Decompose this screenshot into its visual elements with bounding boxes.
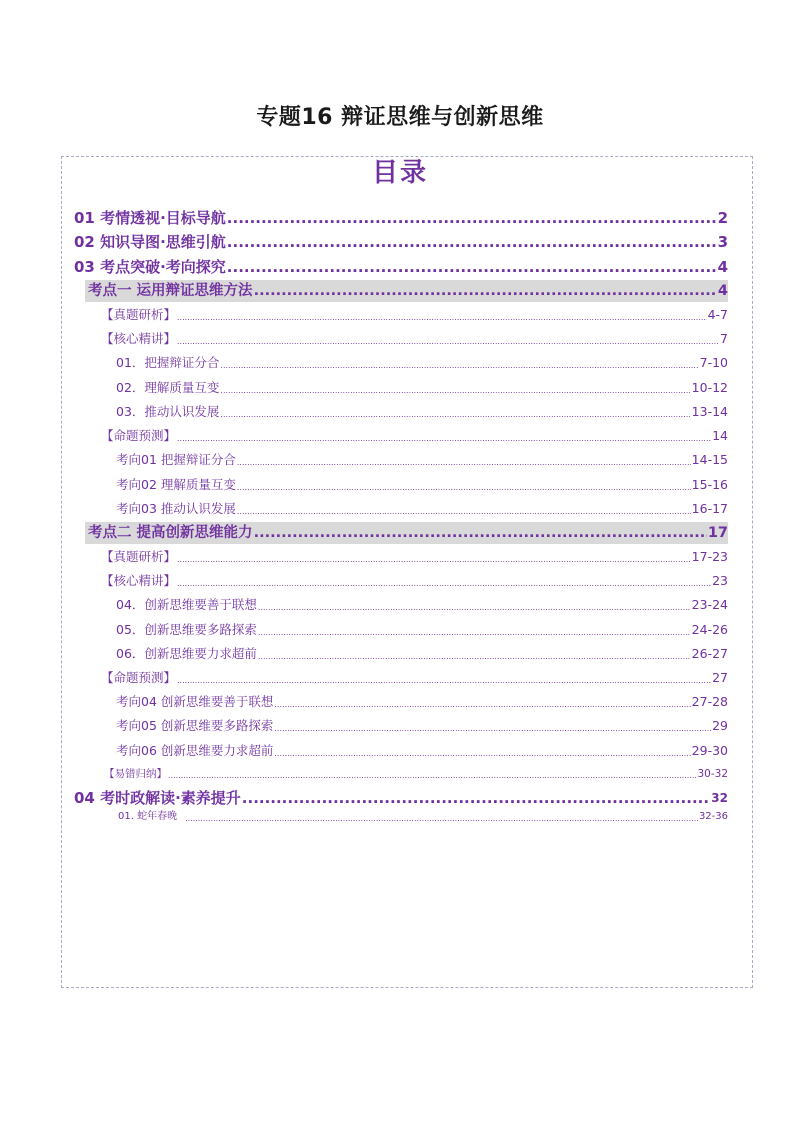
toc-entry[interactable] — [74, 207, 728, 229]
toc-entry[interactable] — [101, 305, 728, 325]
toc-entry-label: 【命题预测】 — [101, 670, 177, 685]
toc-entry[interactable] — [74, 256, 728, 278]
toc-entry-page: 3 — [717, 233, 728, 251]
toc-entry-label: 01．把握辩证分合 — [116, 355, 220, 370]
toc-entry-label: 考向04 创新思维要善于联想 — [116, 694, 274, 709]
toc-entry-page: 7 — [720, 331, 728, 346]
toc-entry[interactable] — [116, 741, 728, 761]
toc-entry-page: 15-16 — [691, 477, 728, 492]
toc-entry-label: 04 考时政解读·素养提升 — [74, 789, 241, 807]
toc-entry-page: 29-30 — [691, 743, 728, 758]
dot-leader — [254, 280, 717, 302]
toc-entry-label: 【核心精讲】 — [101, 573, 177, 588]
dot-leader — [177, 553, 691, 567]
dot-leader — [177, 674, 711, 688]
toc-entry-page: 23-24 — [691, 597, 728, 612]
toc-entry-label: 02 知识导图·思维引航 — [74, 233, 226, 251]
dot-leader — [177, 335, 719, 349]
toc-entry[interactable] — [101, 571, 728, 591]
toc-entry-label: 【易错归纳】 — [104, 768, 167, 780]
dot-leader — [185, 812, 698, 826]
toc-entry-page: 24-26 — [691, 622, 728, 637]
toc-entry-label: 【真题研析】 — [101, 307, 177, 322]
dot-leader — [258, 601, 691, 615]
dot-leader — [242, 787, 711, 809]
toc-entry-page: 4 — [717, 258, 728, 276]
dot-leader — [274, 698, 690, 712]
dot-leader — [177, 577, 711, 591]
dot-leader — [237, 505, 691, 519]
toc-entry[interactable] — [116, 499, 728, 519]
toc-entry-page: 14-15 — [691, 452, 728, 467]
toc-entry-label: 06．创新思维要力求超前 — [116, 646, 257, 661]
toc-entry[interactable] — [116, 450, 728, 470]
toc-entry-label: 考向05 创新思维要多路探索 — [116, 718, 274, 733]
page-title: 专题16 辩证思维与创新思维 — [256, 105, 544, 130]
toc-entry[interactable] — [101, 329, 728, 349]
dot-leader — [274, 747, 690, 761]
dot-leader — [258, 626, 691, 640]
toc-entry[interactable] — [116, 475, 728, 495]
toc-entry-label: 01 考情透视·目标导航 — [74, 209, 226, 227]
dot-leader — [168, 769, 696, 783]
toc-entry-page: 26-27 — [691, 646, 728, 661]
toc-entry[interactable] — [116, 716, 728, 736]
toc-entry[interactable] — [85, 522, 728, 544]
toc-entry-page: 23 — [712, 573, 728, 588]
dot-leader — [237, 481, 691, 495]
toc-entry[interactable] — [116, 595, 728, 615]
toc-entry-page: 17-23 — [691, 549, 728, 564]
toc-entry-page: 17 — [707, 525, 728, 541]
toc-entry-page: 10-12 — [691, 380, 728, 395]
toc-entry-page: 14 — [712, 428, 728, 443]
toc-entry-label: 03 考点突破·考向探究 — [74, 258, 226, 276]
dot-leader — [177, 311, 707, 325]
toc-entry-page: 32 — [711, 791, 728, 805]
dot-leader — [227, 207, 717, 229]
dot-leader — [177, 432, 711, 446]
toc-entry-label: 考点一 运用辩证思维方法 — [88, 283, 253, 299]
toc-entry[interactable] — [101, 668, 728, 688]
toc-entry[interactable] — [101, 547, 728, 567]
dot-leader — [254, 522, 707, 544]
toc-entry-page: 27-28 — [691, 694, 728, 709]
dot-leader — [220, 408, 690, 422]
toc-entry[interactable] — [116, 620, 728, 640]
toc-entry[interactable] — [74, 787, 728, 809]
toc-entry[interactable] — [101, 426, 728, 446]
dot-leader — [237, 456, 691, 470]
toc-entry[interactable] — [74, 231, 728, 253]
toc-entry-label: 考向02 理解质量互变 — [116, 477, 236, 492]
toc-entry-label: 【核心精讲】 — [101, 331, 177, 346]
toc-entry[interactable] — [118, 808, 728, 826]
toc-entry[interactable] — [104, 765, 728, 783]
dot-leader — [258, 650, 691, 664]
toc-heading: 目录 — [371, 158, 428, 188]
dot-leader — [220, 384, 690, 398]
toc-entry-page: 27 — [712, 670, 728, 685]
toc-entry[interactable] — [116, 353, 728, 373]
toc-entry-page: 4-7 — [707, 307, 728, 322]
toc-entry-label: 考向06 创新思维要力求超前 — [116, 743, 274, 758]
toc-entry-page: 16-17 — [691, 501, 728, 516]
toc-entry-label: 03．推动认识发展 — [116, 404, 220, 419]
dot-leader — [220, 359, 698, 373]
toc-entry-page: 13-14 — [691, 404, 728, 419]
toc-entry[interactable] — [85, 280, 728, 302]
toc-entry-label: 02．理解质量互变 — [116, 380, 220, 395]
toc-entry-page: 7-10 — [699, 355, 728, 370]
toc-entry[interactable] — [116, 692, 728, 712]
toc-entry-page: 32-36 — [698, 811, 728, 822]
toc-entry[interactable] — [116, 378, 728, 398]
dot-leader — [227, 231, 717, 253]
toc-entry-label: 【真题研析】 — [101, 549, 177, 564]
toc-entry-label: 04．创新思维要善于联想 — [116, 597, 257, 612]
toc-entry-label: 考点二 提高创新思维能力 — [88, 525, 253, 541]
dot-leader — [227, 256, 717, 278]
dot-leader — [274, 722, 711, 736]
toc-entry-page: 2 — [717, 209, 728, 227]
toc-entry-page: 4 — [717, 283, 728, 299]
toc-entry-page: 29 — [712, 718, 728, 733]
toc-entry-page: 30-32 — [697, 768, 728, 780]
toc-entry-label: 考向01 把握辩证分合 — [116, 452, 236, 467]
toc-entry[interactable] — [116, 644, 728, 664]
toc-entry[interactable] — [116, 402, 728, 422]
toc-entry-label: 05．创新思维要多路探索 — [116, 622, 257, 637]
toc-entry-label: 考向03 推动认识发展 — [116, 501, 236, 516]
toc-entry-label: 01. 蛇年春晚 — [118, 811, 178, 822]
toc-entry-label: 【命题预测】 — [101, 428, 177, 443]
